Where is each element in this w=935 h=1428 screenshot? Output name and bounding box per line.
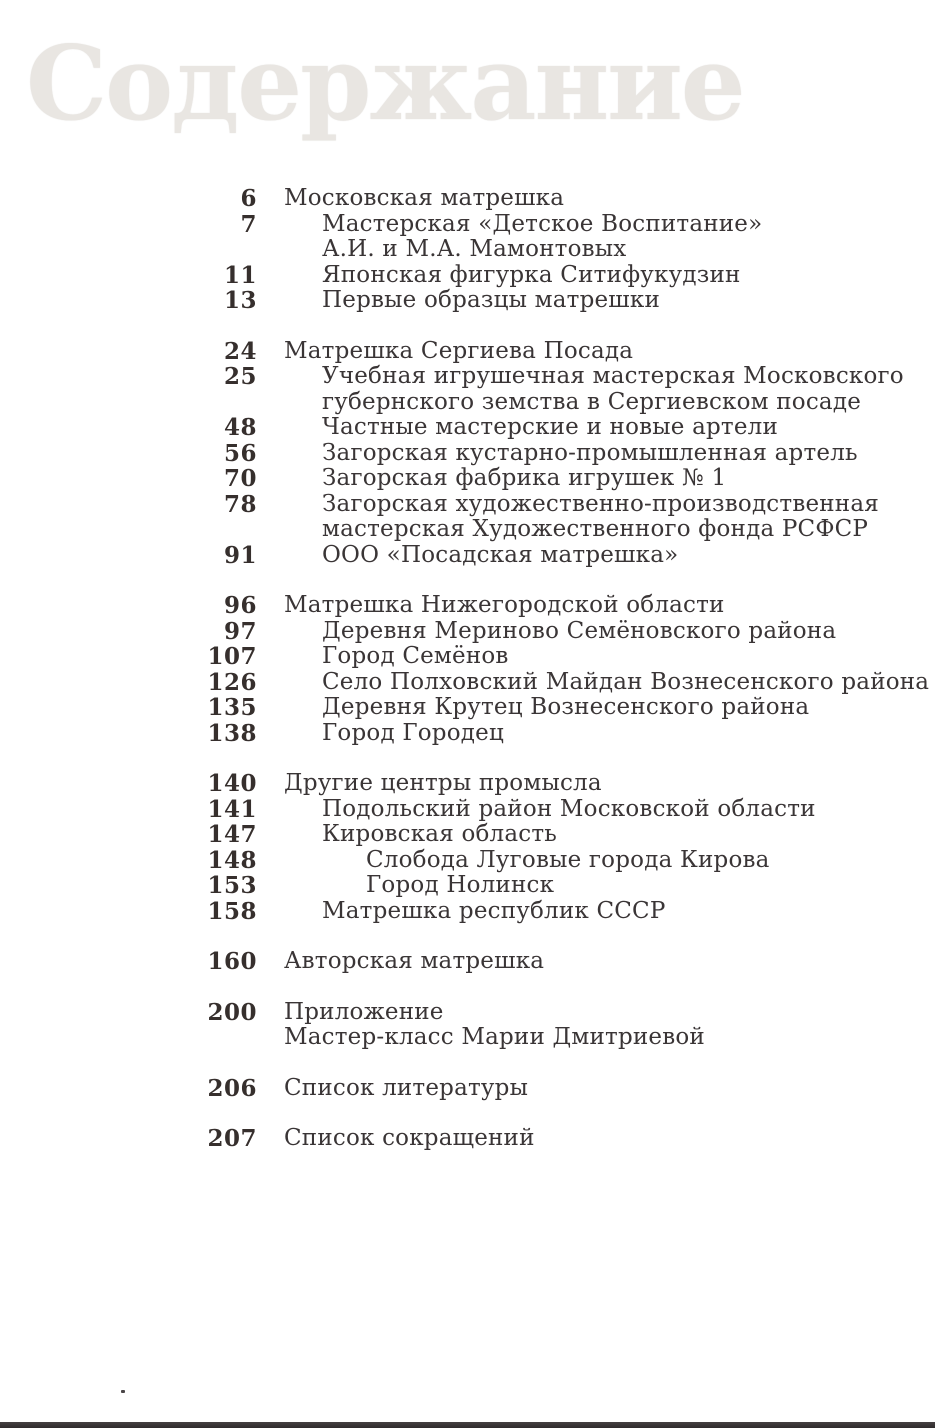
toc-entry (170, 441, 910, 467)
toc-page-number: 140 (207, 770, 257, 797)
toc-entry-line: Матрешка Нижегородской области (284, 592, 725, 618)
toc-page-number: 141 (207, 795, 257, 823)
toc-page-number: 147 (207, 821, 257, 848)
toc-entry-line: Город Семёнов (322, 643, 509, 669)
toc-group (170, 1076, 910, 1102)
toc-entry-title (322, 364, 904, 415)
toc-page-number: 6 (240, 185, 257, 212)
toc-entry (170, 263, 910, 289)
toc-entry-line: Частные мастерские и новые артели (322, 414, 779, 440)
toc-group (170, 771, 910, 924)
toc-entry-title (322, 466, 726, 492)
toc-group (170, 186, 910, 314)
toc-entry-line: Приложение (284, 998, 444, 1025)
toc-entry (170, 288, 910, 314)
toc (170, 185, 930, 1177)
toc-entry (170, 466, 910, 492)
page-title: Содержание (26, 24, 744, 144)
toc-entry-line: Московская матрешка (284, 185, 565, 211)
toc-entry-line: Список сокращений (284, 1125, 535, 1151)
toc-page-number: 56 (223, 439, 257, 467)
toc-entry-line: ООО «Посадская матрешка» (322, 541, 679, 568)
toc-entry (170, 339, 910, 365)
toc-entry (170, 771, 910, 797)
toc-entry-title (322, 288, 660, 314)
toc-entry-line: А.И. и М.А. Мамонтовых (322, 236, 627, 262)
toc-entry-line: Авторская матрешка (284, 948, 545, 974)
toc-entry (170, 873, 910, 899)
toc-entry-title (284, 949, 544, 975)
toc-entry-line: Город Нолинск (366, 872, 555, 898)
toc-group (170, 339, 910, 569)
toc-entry (170, 212, 910, 263)
toc-page-number: 138 (207, 719, 257, 747)
toc-group (170, 1126, 910, 1152)
toc-page-number: 207 (207, 1125, 257, 1152)
toc-entry (170, 721, 910, 747)
toc-page-number: 153 (207, 872, 257, 899)
toc-page-number: 107 (207, 643, 257, 670)
toc-entry-line: Загорская кустарно-промышленная артель (322, 439, 858, 466)
toc-entry-title (322, 797, 816, 823)
toc-entry-line: Деревня Крутец Вознесенского района (322, 694, 810, 720)
toc-entry (170, 1000, 910, 1051)
toc-group (170, 592, 930, 747)
toc-entry-title (284, 1000, 705, 1051)
toc-entry-line: Город Городец (322, 719, 504, 746)
toc-entry-title (322, 619, 836, 645)
toc-entry-line: губернского земства в Сергиевском посаде (322, 388, 862, 415)
toc-entry-line: Японская фигурка Ситифукудзин (322, 261, 741, 288)
toc-entry (170, 695, 910, 721)
toc-entry (170, 899, 910, 925)
toc-page-number: 97 (223, 617, 257, 645)
toc-entry-title (322, 644, 509, 670)
toc-page-number: 25 (223, 363, 257, 390)
toc-entry-title (322, 721, 504, 747)
toc-page-number: 158 (207, 897, 257, 925)
toc-page-number: 24 (223, 337, 257, 365)
toc-entry (170, 949, 910, 975)
toc-page-number: 148 (207, 846, 257, 874)
toc-entry-title (322, 822, 557, 848)
toc-entry-line: Село Полховский Майдан Вознесенского района (322, 668, 930, 695)
toc-entry-title (366, 873, 554, 899)
toc-entry (170, 543, 910, 569)
toc-entry-title (284, 593, 725, 619)
scan-speck (121, 1390, 125, 1393)
toc-entry (170, 1126, 910, 1152)
toc-entry (170, 644, 910, 670)
toc-page-number: 91 (223, 541, 257, 569)
toc-entry-line: Список литературы (284, 1074, 529, 1101)
toc-page-number: 200 (207, 998, 257, 1026)
toc-entry (170, 822, 910, 848)
toc-entry (170, 1076, 910, 1102)
toc-entry (170, 186, 910, 212)
toc-page-number: 11 (223, 261, 257, 289)
toc-page-number: 126 (207, 668, 257, 696)
scan-edge (0, 1422, 935, 1428)
toc-group (170, 949, 910, 975)
toc-entry-title (322, 415, 778, 441)
toc-page-number: 78 (223, 490, 257, 518)
toc-entry-title (322, 492, 879, 543)
toc-entry-title (284, 339, 633, 365)
toc-entry-line: Мастерская «Детское Воспитание» (322, 210, 763, 237)
toc-entry-title (366, 848, 770, 874)
toc-entry-line: Матрешка Сергиева Посада (284, 337, 634, 364)
toc-entry-line: Первые образцы матрешки (322, 287, 660, 313)
toc-entry-title (322, 899, 666, 925)
toc-entry-line: мастерская Художественного фонда РСФСР (322, 516, 869, 542)
toc-entry-title (322, 212, 762, 263)
toc-page-number: 7 (240, 210, 257, 238)
toc-entry (170, 668, 930, 696)
toc-entry (170, 797, 910, 823)
toc-page-number: 70 (223, 465, 257, 492)
toc-entry-line: Загорская фабрика игрушек № 1 (322, 465, 727, 491)
toc-entry (170, 848, 910, 874)
toc-entry-title (322, 441, 858, 467)
toc-entry-title (284, 771, 602, 797)
toc-entry-title (322, 543, 678, 569)
toc-group (170, 1000, 910, 1051)
toc-page-number: 48 (223, 414, 257, 441)
toc-entry-line: Слобода Луговые города Кирова (366, 846, 770, 873)
toc-entry-title (284, 1126, 535, 1152)
toc-page-number: 160 (207, 948, 257, 975)
toc-entry (170, 619, 910, 645)
toc-entry-title (322, 670, 929, 696)
toc-entry-line: Учебная игрушечная мастерская Московского (322, 363, 904, 389)
toc-entry-line: Деревня Мериново Семёновского района (322, 617, 837, 644)
toc-entry-line: Другие центры промысла (284, 770, 602, 796)
toc-entry (170, 492, 910, 543)
toc-entry-title (284, 186, 564, 212)
toc-entry (170, 415, 910, 441)
toc-page-number: 135 (207, 694, 257, 721)
toc-entry-title (284, 1076, 528, 1102)
toc-entry-line: Кировская область (322, 821, 557, 847)
toc-entry-line: Подольский район Московской области (322, 795, 816, 822)
toc-entry (170, 593, 910, 619)
toc-page-number: 206 (207, 1074, 257, 1102)
toc-entry (170, 364, 910, 415)
toc-page-number: 96 (223, 592, 257, 619)
toc-entry-title (322, 263, 741, 289)
toc-entry-line: Мастер-класс Марии Дмитриевой (284, 1024, 705, 1050)
toc-entry-line: Загорская художественно-производственная (322, 490, 879, 517)
toc-page-number: 13 (223, 287, 257, 314)
toc-entry-title (322, 695, 809, 721)
toc-entry-line: Матрешка республик СССР (322, 897, 666, 924)
